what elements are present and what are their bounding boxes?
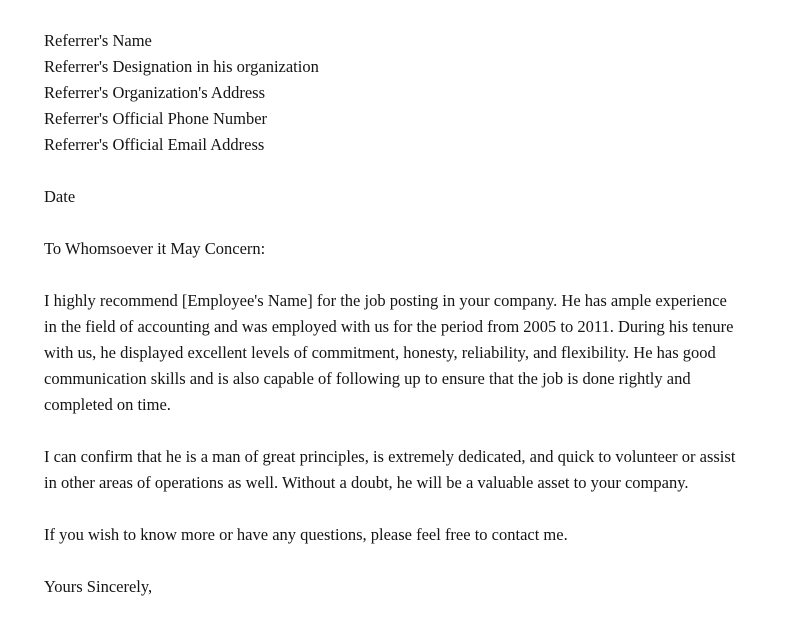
paragraph-line: I highly recommend [Employee's Name] for the job posting in your company. He has ample experience [44,291,727,310]
closing: Yours Sincerely, [44,577,153,596]
referrer-header [44,28,784,158]
paragraph-line: with us, he displayed excellent levels of commitment, honesty, reliability, and flexibility. He has good [44,343,716,362]
referrer-phone: Referrer's Official Phone Number [44,109,268,128]
paragraph-line: completed on time. [44,395,171,414]
referrer-email: Referrer's Official Email Address [44,135,265,154]
paragraph-line: in the field of accounting and was employed with us for the period from 2005 to 2011. During his tenure [44,317,734,336]
paragraph-line: If you wish to know more or have any questions, please feel free to contact me. [44,525,568,544]
body-paragraph-1 [44,288,784,418]
paragraph-line: communication skills and is also capable of following up to ensure that the job is done rightly and [44,369,691,388]
referrer-designation: Referrer's Designation in his organization [44,57,319,76]
salutation: To Whomsoever it May Concern: [44,239,266,258]
recommendation-letter [44,28,784,600]
body-paragraph-2 [44,444,784,496]
paragraph-line: in other areas of operations as well. Without a doubt, he will be a valuable asset to your company. [44,473,689,492]
referrer-name: Referrer's Name [44,31,152,50]
body-paragraph-3 [44,522,784,548]
paragraph-line: I can confirm that he is a man of great principles, is extremely dedicated, and quick to volunteer or assist [44,447,736,466]
referrer-address: Referrer's Organization's Address [44,83,265,102]
letter-date: Date [44,187,76,206]
